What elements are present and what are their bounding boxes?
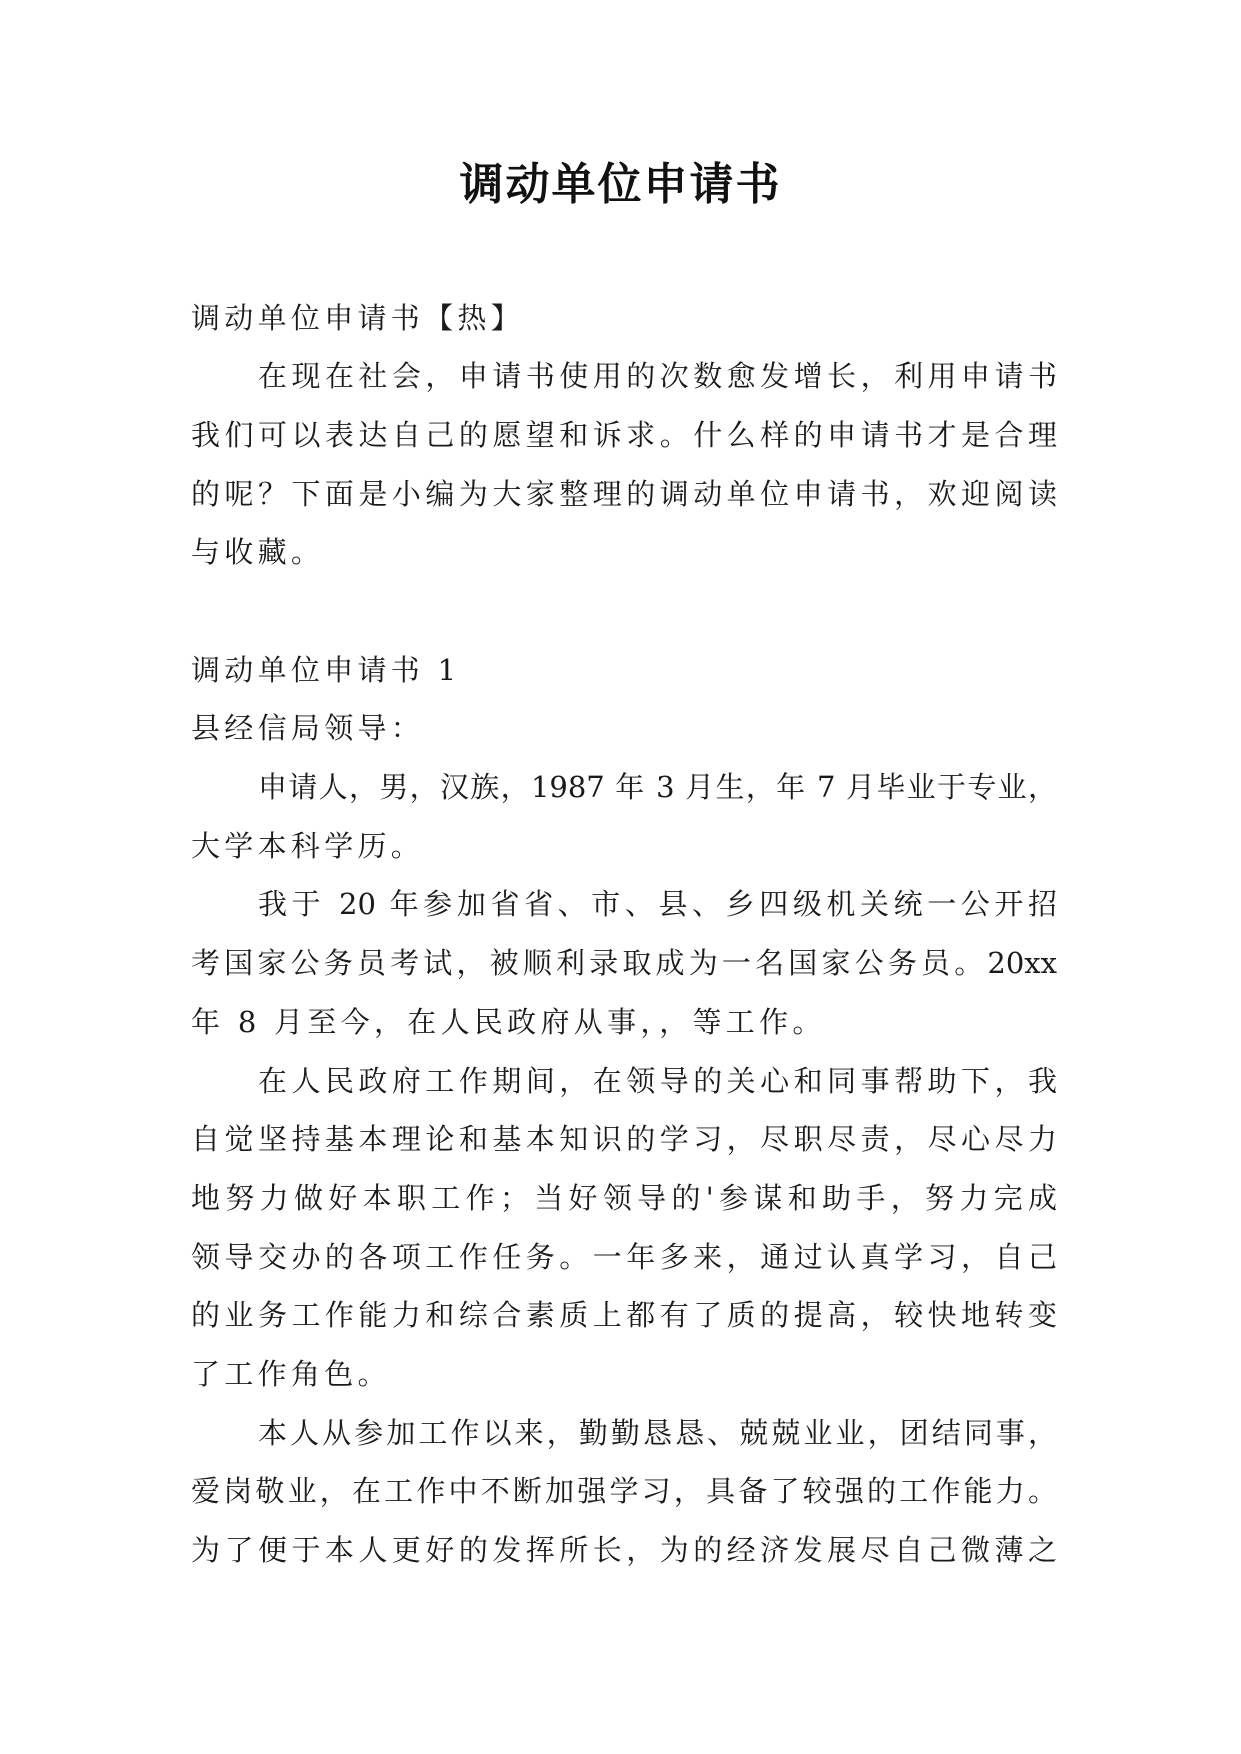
section-title: 调动单位申请书 1: [191, 652, 461, 687]
text-line: 领导交办的各项工作任务。一年多来，通过认真学习，自己: [191, 1239, 1057, 1274]
document-heading: 调动单位申请书【热】: [191, 300, 525, 335]
text-line: 了工作角色。: [191, 1356, 391, 1391]
salutation: 县经信局领导：: [191, 711, 425, 746]
text-line: 在人民政府工作期间，在领导的关心和同事帮助下，我: [258, 1063, 1057, 1098]
text-line: 年 8 月至今，在人民政府从事，，等工作。: [191, 1004, 826, 1039]
intro-paragraph: [191, 347, 1057, 582]
text-line: 我们可以表达自己的愿望和诉求。什么样的申请书才是合理: [191, 417, 1057, 452]
text-line: 自觉坚持基本理论和基本知识的学习，尽职尽责，尽心尽力: [191, 1122, 1057, 1157]
text-line: 大学本科学历。: [191, 828, 425, 863]
text-line: 为了便于本人更好的发挥所长，为的经济发展尽自己微薄之: [191, 1533, 1057, 1568]
text-line: 的呢？下面是小编为大家整理的调动单位申请书，欢迎阅读: [191, 476, 1057, 511]
document-title: 调动单位申请书: [459, 159, 782, 210]
text-line: 我于 20 年参加省省、市、县、乡四级机关统一公开招: [258, 887, 1057, 922]
text-line: 与收藏。: [191, 535, 325, 570]
paragraph: [191, 1052, 1057, 1404]
text-line: 本人从参加工作以来，勤勤恳恳、兢兢业业，团结同事，: [258, 1415, 1057, 1450]
blank-line: [191, 582, 1057, 641]
text-line: 的业务工作能力和综合素质上都有了质的提高，较快地转变: [191, 1298, 1057, 1333]
document-body: [191, 289, 1057, 1580]
paragraph: [191, 1404, 1057, 1580]
text-line: 地努力做好本职工作；当好领导的'参谋和助手，努力完成: [191, 1180, 1057, 1215]
text-line: 爱岗敬业，在工作中不断加强学习，具备了较强的工作能力。: [191, 1474, 1057, 1509]
paragraph: [191, 875, 1057, 1051]
paragraph: [191, 758, 1057, 875]
text-line: 在现在社会，申请书使用的次数愈发增长，利用申请书: [258, 359, 1057, 394]
text-line: 申请人，男，汉族，1987 年 3 月生，年 7 月毕业于专业，: [258, 770, 1057, 805]
text-line: 考国家公务员考试，被顺利录取成为一名国家公务员。20xx: [191, 946, 1057, 981]
